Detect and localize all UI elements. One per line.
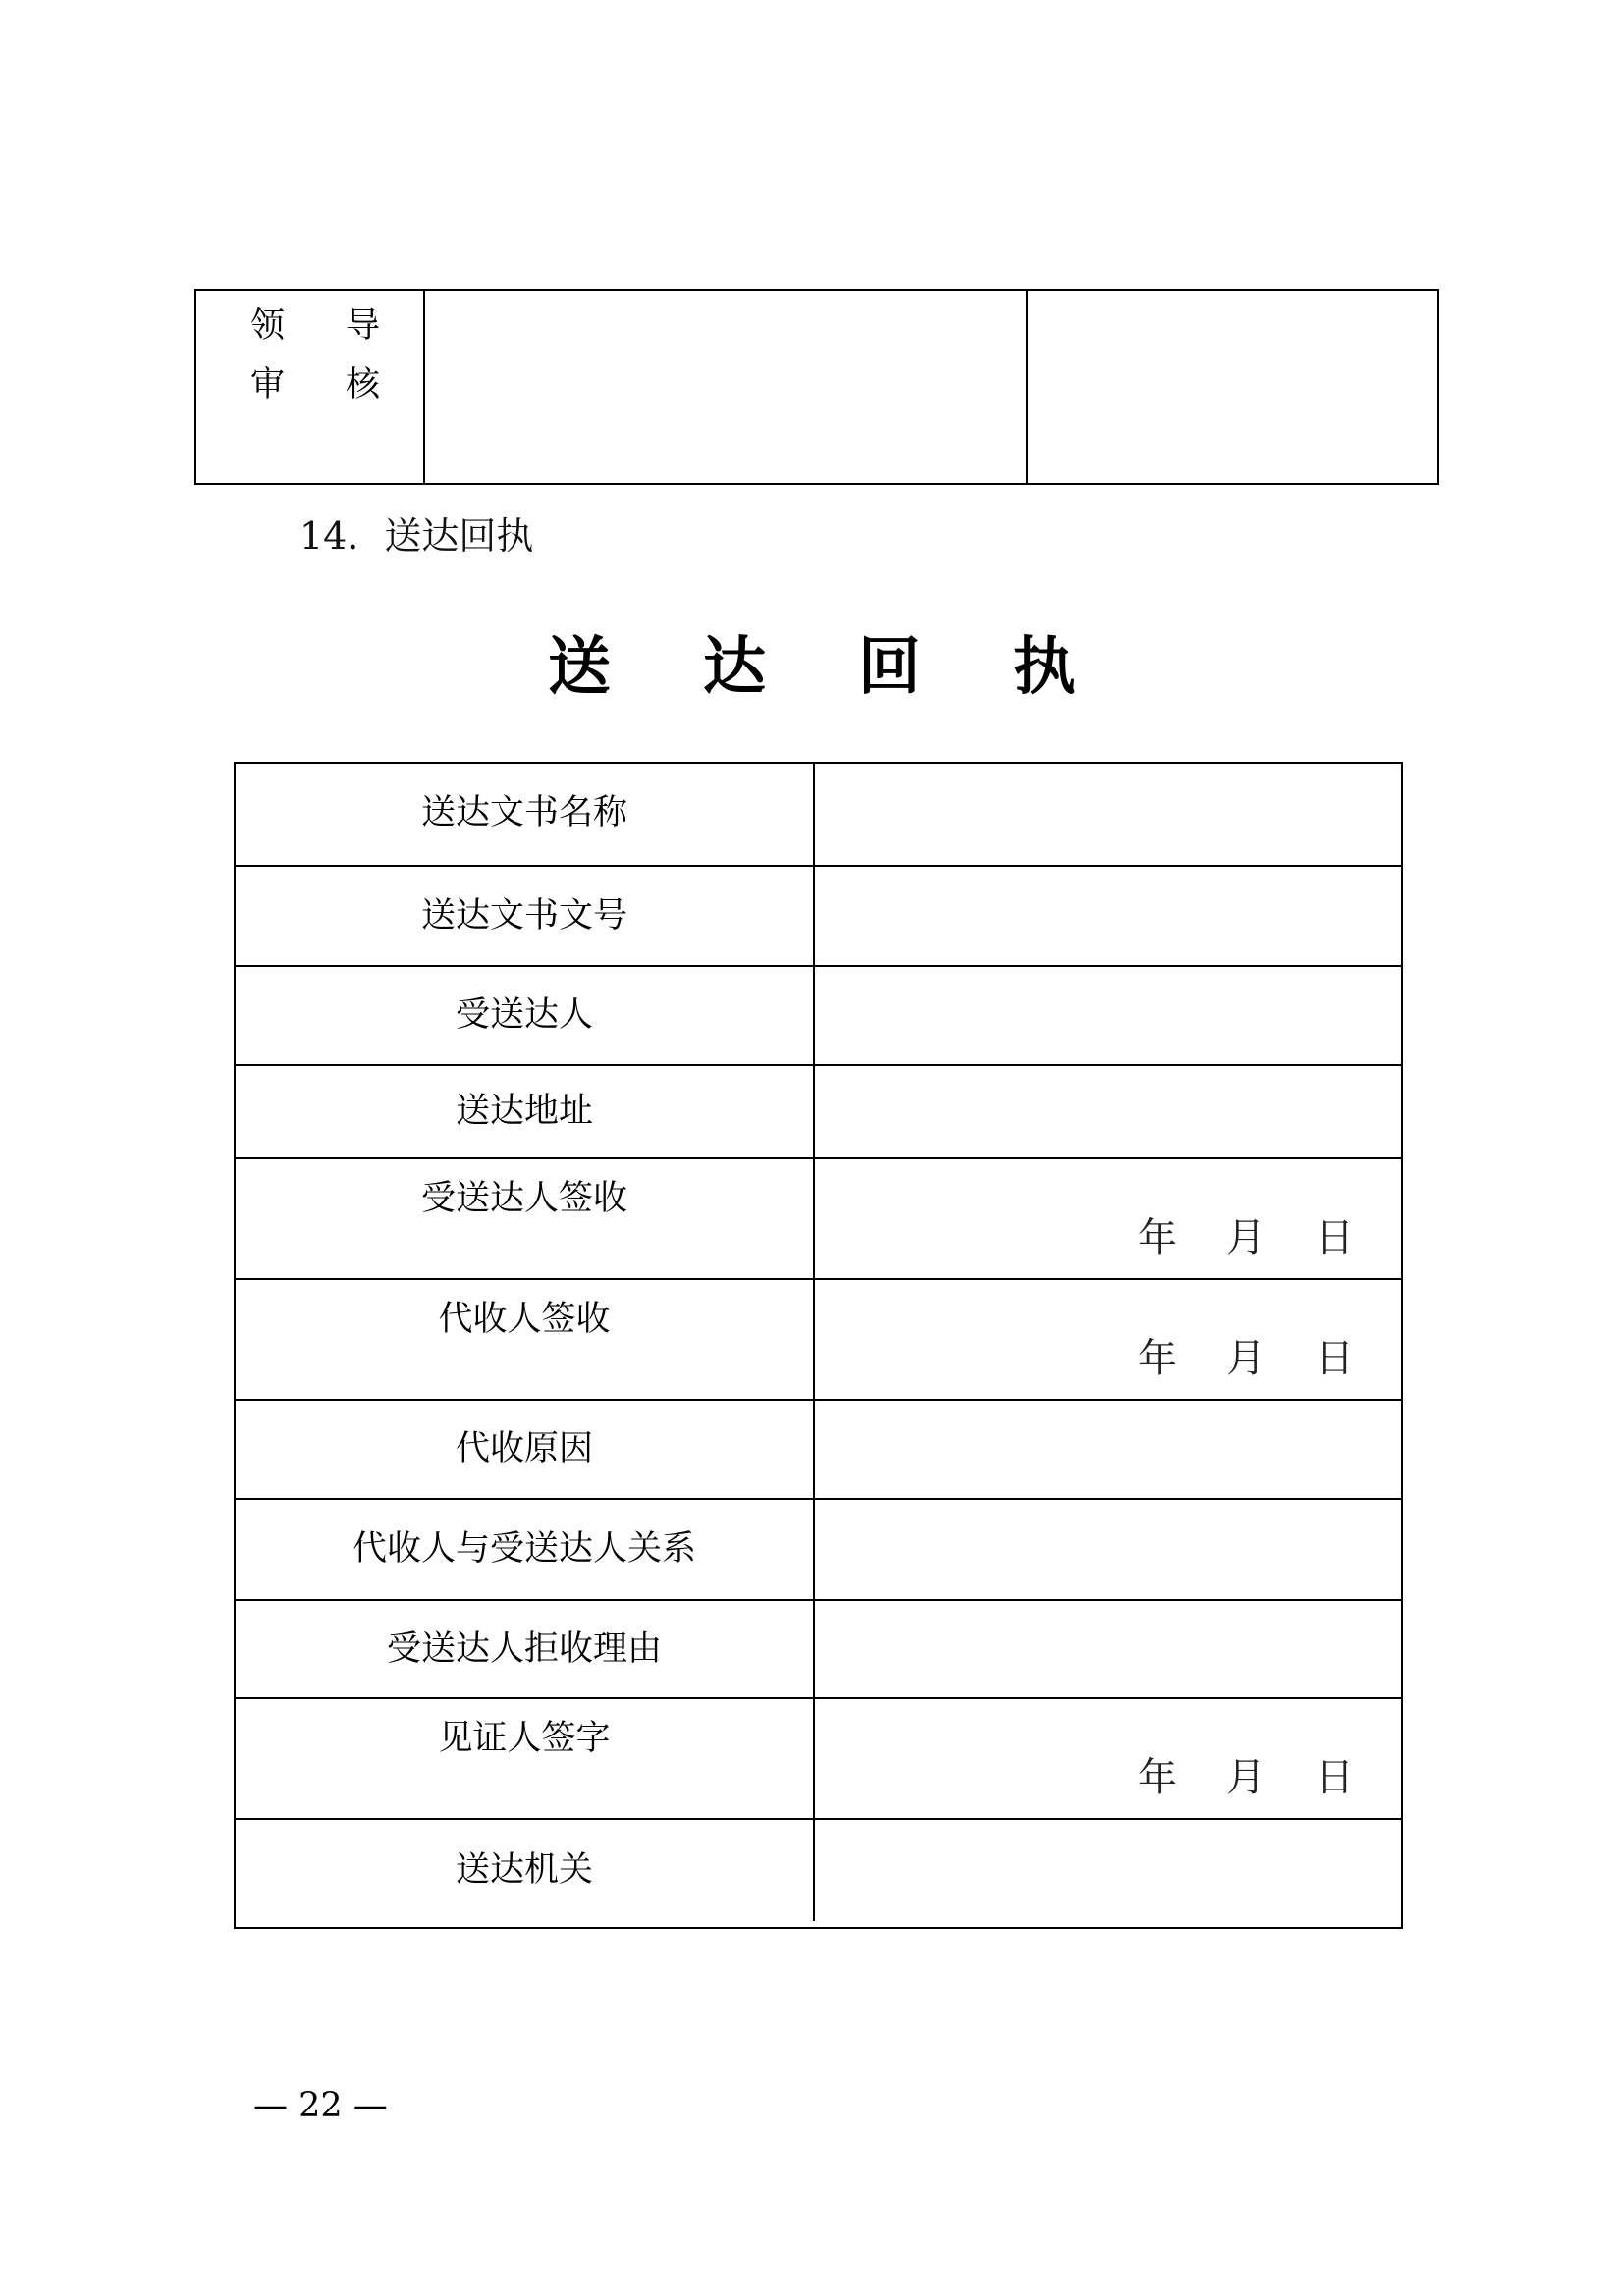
approval-char: 领 xyxy=(250,306,286,346)
receipt-row-label: 送达机关 xyxy=(236,1820,815,1921)
approval-label-line2 xyxy=(250,357,380,406)
receipt-row xyxy=(236,1498,1401,1599)
receipt-row xyxy=(236,1399,1401,1498)
date-part: 月 xyxy=(1226,1755,1266,1800)
receipt-row xyxy=(236,1157,1401,1278)
receipt-row xyxy=(236,965,1401,1064)
approval-char: 核 xyxy=(346,365,381,404)
receipt-row-value[interactable] xyxy=(815,1401,1401,1498)
approval-label-line1 xyxy=(250,298,380,347)
receipt-row-value[interactable] xyxy=(815,1500,1401,1599)
section-heading: 14．送达回执 xyxy=(299,514,534,558)
receipt-row-label: 送达地址 xyxy=(236,1066,815,1157)
receipt-row xyxy=(236,1818,1401,1921)
page-number: — 22 — xyxy=(253,2086,388,2125)
approval-label-cell xyxy=(196,291,425,483)
date-part: 年 xyxy=(1138,1215,1177,1260)
receipt-row-label: 送达文书名称 xyxy=(236,764,815,865)
receipt-row xyxy=(236,1599,1401,1697)
receipt-row-value[interactable] xyxy=(815,1066,1401,1157)
approval-char: 审 xyxy=(250,365,286,404)
receipt-row-value[interactable] xyxy=(815,1820,1401,1921)
date-part: 日 xyxy=(1315,1215,1354,1260)
date-part: 日 xyxy=(1315,1336,1354,1381)
receipt-row xyxy=(236,764,1401,865)
date-part: 月 xyxy=(1226,1215,1266,1260)
receipt-row-label: 受送达人 xyxy=(236,967,815,1064)
receipt-row-label: 受送达人拒收理由 xyxy=(236,1601,815,1697)
title-char: 回 xyxy=(858,631,921,704)
receipt-row xyxy=(236,1064,1401,1157)
receipt-row-label: 送达文书文号 xyxy=(236,867,815,965)
date-line xyxy=(1089,1746,1354,1802)
receipt-row-label: 代收原因 xyxy=(236,1401,815,1498)
receipt-row-value[interactable] xyxy=(815,867,1401,965)
receipt-row xyxy=(236,865,1401,965)
receipt-row-value[interactable] xyxy=(815,764,1401,865)
receipt-row xyxy=(236,1278,1401,1399)
approval-signature-cell[interactable] xyxy=(1028,291,1437,483)
title-char: 执 xyxy=(1013,631,1076,704)
date-part: 年 xyxy=(1138,1755,1177,1800)
approval-table xyxy=(194,289,1439,485)
approval-char: 导 xyxy=(346,306,381,346)
page-title xyxy=(0,616,1624,707)
receipt-row-value[interactable] xyxy=(815,1280,1401,1399)
date-part: 月 xyxy=(1226,1336,1266,1381)
date-line xyxy=(1089,1327,1354,1383)
receipt-row-label: 代收人与受送达人关系 xyxy=(236,1500,815,1599)
receipt-table xyxy=(234,762,1403,1929)
receipt-row-value[interactable] xyxy=(815,1159,1401,1278)
receipt-row xyxy=(236,1697,1401,1818)
receipt-row-value[interactable] xyxy=(815,1601,1401,1697)
receipt-row-label: 见证人签字 xyxy=(236,1699,815,1818)
receipt-row-value[interactable] xyxy=(815,967,1401,1064)
title-char: 达 xyxy=(703,631,766,704)
date-part: 年 xyxy=(1138,1336,1177,1381)
approval-opinion-cell[interactable] xyxy=(425,291,1028,483)
receipt-row-label: 代收人签收 xyxy=(236,1280,815,1399)
receipt-row-value[interactable] xyxy=(815,1699,1401,1818)
receipt-row-label: 受送达人签收 xyxy=(236,1159,815,1278)
title-char: 送 xyxy=(548,631,611,704)
date-part: 日 xyxy=(1315,1755,1354,1800)
date-line xyxy=(1089,1206,1354,1262)
